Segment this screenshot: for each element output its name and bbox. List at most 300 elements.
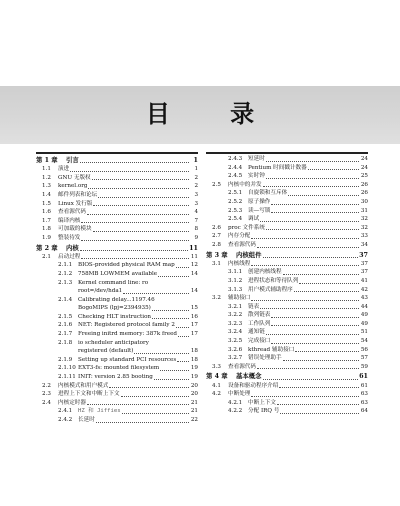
- toc-leader-dots: [266, 334, 359, 335]
- toc-entry-title: 散列链表: [248, 312, 271, 319]
- toc-entry-number: 2.1.9: [58, 356, 73, 363]
- toc-entry-title: registered (default): [78, 348, 134, 355]
- toc-entry-title: Calibrating delay...1197.46: [78, 296, 155, 303]
- toc-leader-dots: [98, 197, 189, 198]
- toc-entry[interactable]: [206, 320, 368, 329]
- toc-entry-number: 2.5.1: [228, 190, 243, 197]
- toc-entry-number: 1.7: [42, 217, 51, 224]
- toc-leader-dots: [271, 317, 359, 318]
- toc-leader-dots: [257, 368, 359, 369]
- toc-leader-dots: [277, 404, 359, 405]
- toc-page-number: 30: [360, 198, 368, 205]
- toc-leader-dots: [295, 351, 359, 352]
- toc-leader-dots: [87, 214, 189, 215]
- toc-entry-title: proc 文件系统: [228, 224, 265, 231]
- toc-leader-dots: [251, 238, 359, 239]
- toc-entry-title: 演进: [58, 166, 70, 173]
- toc-page-number: 59: [360, 363, 368, 370]
- toc-page-number: 2: [194, 174, 198, 181]
- toc-page-number: 31: [360, 207, 368, 214]
- toc-page-number: 49: [360, 320, 368, 327]
- toc-entry-title: 内核定时器: [58, 399, 86, 406]
- toc-entry-title: 读—写锁: [248, 207, 271, 214]
- toc-entry[interactable]: [206, 181, 368, 190]
- toc-entry[interactable]: [206, 241, 368, 250]
- toc-entry-continuation: [36, 347, 198, 356]
- toc-entry-number: 2.1.5: [58, 313, 73, 320]
- toc-entry[interactable]: [206, 311, 368, 320]
- toc-entry-title: 内核模式和用户模式: [58, 382, 109, 389]
- toc-leader-dots: [81, 240, 189, 241]
- toc-entry[interactable]: [206, 260, 368, 269]
- toc-entry[interactable]: [206, 382, 368, 391]
- toc-entry[interactable]: [206, 198, 368, 207]
- toc-entry-title: Kernel command line: ro: [78, 279, 149, 286]
- toc-entry-number: 2.1.8: [58, 339, 73, 346]
- toc-page-number: 18: [190, 348, 198, 355]
- toc-entry-title: 辅助接口: [228, 295, 251, 302]
- toc-entry-continuation: [36, 287, 198, 296]
- toc-leader-dots: [154, 379, 189, 380]
- toc-entry[interactable]: [36, 356, 198, 365]
- toc-page-number: 49: [360, 312, 368, 319]
- toc-entry-title: 758MB LOWMEM available: [78, 270, 158, 277]
- toc-entry-number: 2.4.4: [228, 164, 243, 171]
- toc-entry-title: Freeing initrd memory: 387k freed: [78, 331, 177, 338]
- toc-entry-title: Checking HLT instruction: [78, 313, 152, 320]
- toc-entry-number: 2.5.2: [228, 198, 243, 205]
- toc-page-number: 12: [190, 262, 198, 269]
- toc-entry-number: 3.1.1: [228, 269, 243, 276]
- toc-entry-number: 1.8: [42, 226, 51, 233]
- toc-page-number: 4: [194, 209, 198, 216]
- toc-entry-title: Linux 发行版: [58, 200, 93, 207]
- toc-entry-title: 用户模式辅助程序: [248, 286, 293, 293]
- toc-page-number: 22: [190, 417, 198, 423]
- toc-page-number: 11: [189, 243, 198, 252]
- toc-entry-title: 完成接口: [248, 338, 271, 345]
- toc-leader-dots: [160, 370, 189, 371]
- toc-entry[interactable]: [36, 321, 198, 330]
- toc-entry-title: io scheduler anticipatory: [78, 339, 149, 346]
- column-rule: [206, 152, 368, 154]
- toc-entry[interactable]: [206, 172, 368, 181]
- toc-entry[interactable]: [36, 200, 198, 209]
- toc-entry-title: 错误处理助手: [248, 355, 282, 362]
- toc-entry[interactable]: [36, 208, 198, 217]
- toc-leader-dots: [109, 387, 189, 388]
- toc-entry[interactable]: [36, 182, 198, 191]
- toc-leader-dots: [260, 308, 359, 309]
- toc-leader-dots: [271, 325, 359, 326]
- toc-leader-dots: [93, 205, 189, 206]
- toc-entry-number: 2.1.3: [58, 279, 73, 286]
- toc-entry[interactable]: [206, 399, 368, 408]
- toc-entry-title: 原子操作: [248, 198, 271, 205]
- toc-leader-dots: [257, 247, 359, 248]
- toc-leader-dots: [152, 310, 189, 311]
- toc-entry-title: 进程状态和等待队列: [248, 277, 299, 284]
- toc-entry[interactable]: [36, 373, 198, 382]
- toc-entry[interactable]: [36, 165, 198, 174]
- toc-entry-number: 2.4.1: [58, 408, 73, 415]
- toc-entry-title: GNU 无版权: [58, 174, 91, 181]
- toc-chapter[interactable]: [206, 371, 368, 381]
- toc-leader-dots: [87, 404, 189, 405]
- toc-entry[interactable]: [206, 346, 368, 355]
- toc-page-number: 1: [193, 155, 198, 164]
- toc-entry-title: 内存分配: [228, 233, 251, 240]
- toc-entry-number: 2.4: [42, 399, 51, 406]
- toc-entry-number: 3.2: [212, 295, 221, 302]
- toc-entry-continuation: [36, 304, 198, 313]
- toc-page-number: 24: [360, 164, 368, 171]
- toc-page-number: 17: [190, 331, 198, 338]
- toc-page-number: 3: [194, 200, 198, 207]
- toc-page-number: 32: [360, 224, 368, 231]
- toc-leader-dots: [280, 413, 359, 414]
- toc-page-number: 32: [360, 216, 368, 223]
- toc-page-number: 25: [360, 173, 368, 180]
- toc-page-number: 1: [194, 166, 198, 173]
- toc-entry[interactable]: [206, 277, 368, 286]
- toc-page-number: 9: [194, 234, 198, 241]
- toc-entry[interactable]: [206, 215, 368, 224]
- toc-leader-dots: [283, 360, 359, 361]
- toc-entry-number: 2.1.2: [58, 270, 73, 277]
- toc-entry-title: 进程上下文和中断上下文: [58, 391, 120, 398]
- toc-leader-dots: [70, 171, 189, 172]
- toc-page-number: 33: [360, 233, 368, 240]
- toc-entry[interactable]: [36, 330, 198, 339]
- toc-entry[interactable]: [206, 328, 368, 337]
- toc-entry[interactable]: [206, 390, 368, 399]
- toc-left-column: [36, 152, 198, 425]
- toc-entry-title: kthread 辅助接口: [248, 346, 295, 353]
- toc-entry[interactable]: [36, 234, 198, 243]
- toc-leader-dots: [288, 195, 359, 196]
- toc-entry-title: NET: Registered protocol family 2: [78, 322, 175, 329]
- toc-leader-dots: [271, 204, 359, 205]
- toc-entry-number: 3.1.2: [228, 277, 243, 284]
- toc-entry-number: 2.5.4: [228, 216, 243, 223]
- toc-entry[interactable]: [36, 339, 198, 348]
- toc-page-number: 43: [360, 295, 368, 302]
- toc-entry[interactable]: [206, 303, 368, 312]
- toc-leader-dots: [263, 257, 359, 258]
- toc-entry-title: BogoMIPS (lpj=2394935): [78, 305, 151, 312]
- toc-entry[interactable]: [36, 382, 198, 391]
- toc-entry[interactable]: [36, 279, 198, 288]
- toc-leader-dots: [176, 327, 189, 328]
- toc-leader-dots: [266, 178, 359, 179]
- toc-left-list: [36, 155, 198, 425]
- toc-entry-number: 3.2.5: [228, 338, 243, 345]
- toc-entry-number: 4.2.1: [228, 399, 243, 406]
- toc-entry-number: 4.1: [212, 382, 221, 389]
- toc-page-number: 15: [190, 305, 198, 312]
- toc-entry-number: 2.6: [212, 224, 221, 231]
- column-rule: [36, 152, 198, 154]
- toc-leader-dots: [266, 161, 359, 162]
- toc-entry[interactable]: [36, 390, 198, 399]
- toc-page-number: 41: [360, 277, 368, 284]
- toc-entry[interactable]: [36, 399, 198, 408]
- toc-leader-dots: [294, 291, 359, 292]
- toc-entry-title: Pentium 时间戳计数器: [248, 164, 307, 171]
- toc-entry-title: 自旋锁和互斥体: [248, 190, 288, 197]
- toc-entry-number: 2.1.10: [58, 365, 76, 372]
- toc-page-number: 37: [360, 260, 368, 267]
- toc-entry[interactable]: [206, 337, 368, 346]
- toc-leader-dots: [266, 229, 359, 230]
- toc-page-number: 54: [360, 338, 368, 345]
- toc-page-number: 57: [360, 355, 368, 362]
- toc-entry-number: 3.2.7: [228, 355, 243, 362]
- toc-entry[interactable]: [36, 364, 198, 373]
- toc-entry-title: 查看源代码: [228, 241, 256, 248]
- toc-entry-number: 3.2.6: [228, 346, 243, 353]
- toc-entry-number: 2.1.11: [58, 374, 76, 381]
- toc-entry-title: 可加载的模块: [58, 226, 92, 233]
- toc-leader-dots: [158, 276, 189, 277]
- toc-leader-dots: [152, 318, 189, 319]
- toc-entry-title: 中断上下文: [248, 399, 276, 406]
- toc-entry-title: 内核中的并发: [228, 181, 262, 188]
- toc-page-number: 64: [360, 408, 368, 415]
- toc-entry-title: 通知链: [248, 329, 265, 336]
- toc-entry-title: 启动过程: [58, 253, 81, 260]
- toc-entry-title: 编译内核: [58, 217, 81, 224]
- toc-entry-title: 链表: [248, 303, 260, 310]
- toc-page-number: 20: [190, 382, 198, 389]
- toc-page-number: 63: [360, 399, 368, 406]
- toc-page-number: 8: [194, 226, 198, 233]
- toc-entry[interactable]: [206, 224, 368, 233]
- toc-entry-number: 2.4.2: [58, 417, 73, 423]
- toc-chapter[interactable]: [206, 250, 368, 260]
- toc-entry[interactable]: [206, 268, 368, 277]
- toc-entry-title: 内核线程: [228, 260, 251, 267]
- toc-entry-number: 1.1: [42, 166, 51, 173]
- toc-page-number: 7: [194, 217, 198, 224]
- toc-entry[interactable]: [36, 270, 198, 279]
- toc-page-number: 21: [190, 399, 198, 406]
- toc-entry-number: 1.5: [42, 200, 51, 207]
- toc-entry-number: 1.3: [42, 183, 51, 190]
- toc-entry-number: 1.2: [42, 174, 51, 181]
- toc-entry-number: 2.1.7: [58, 331, 73, 338]
- toc-page-number: 19: [190, 365, 198, 372]
- toc-page-number: 63: [360, 391, 368, 398]
- toc-entry-number: 1.4: [42, 191, 51, 198]
- toc-leader-dots: [122, 413, 189, 414]
- toc-leader-dots: [178, 336, 189, 337]
- toc-entry-title: 查看源代码: [228, 363, 256, 370]
- toc-leader-dots: [92, 179, 189, 180]
- toc-entry-number: 第 3 章: [206, 250, 228, 259]
- toc-leader-dots: [93, 231, 189, 232]
- toc-entry-number: 2.1.1: [58, 262, 73, 269]
- toc-entry-title: 调试: [248, 216, 260, 223]
- toc-entry-number: 3.3: [212, 363, 221, 370]
- toc-entry[interactable]: [206, 363, 368, 372]
- toc-leader-dots: [81, 222, 189, 223]
- toc-entry[interactable]: [36, 416, 198, 425]
- toc-chapter[interactable]: [36, 155, 198, 165]
- toc-entry-title: INIT: version 2.85 booting: [78, 374, 153, 381]
- toc-entry-number: 3.2.4: [228, 329, 243, 336]
- toc-page-number: 34: [360, 241, 368, 248]
- toc-entry-title: 实时钟: [248, 173, 265, 180]
- toc-entry[interactable]: [206, 354, 368, 363]
- toc-leader-dots: [251, 265, 359, 266]
- toc-page-number: 24: [360, 156, 368, 162]
- toc-entry-number: 第 4 章: [206, 372, 228, 381]
- toc-page-number: 2: [194, 183, 198, 190]
- toc-entry-title: 创建内核线程: [248, 269, 282, 276]
- toc-entry-title: 查看源代码: [58, 209, 86, 216]
- toc-entry[interactable]: [36, 191, 198, 200]
- toc-entry-number: 1.6: [42, 209, 51, 216]
- toc-leader-dots: [271, 212, 359, 213]
- toc-leader-dots: [123, 293, 189, 294]
- toc-entry-title: 设备和驱动程序介绍: [228, 382, 279, 389]
- toc-entry-title: 长延时: [78, 417, 95, 423]
- toc-entry-title: 中断处理: [228, 391, 251, 398]
- toc-leader-dots: [81, 258, 189, 259]
- toc-right-column: [206, 152, 368, 416]
- toc-leader-dots: [308, 169, 359, 170]
- toc-entry-number: 第 2 章: [36, 243, 58, 252]
- toc-entry[interactable]: [206, 164, 368, 173]
- toc-entry-title: 基本概念: [236, 372, 262, 381]
- toc-entry-number: 2.1.4: [58, 296, 73, 303]
- toc-leader-dots: [260, 221, 359, 222]
- toc-page-number: 26: [360, 190, 368, 197]
- toc-entry-number: 2.4.3: [228, 156, 243, 162]
- toc-leader-dots: [88, 188, 189, 189]
- toc-entry-number: 第 1 章: [36, 155, 58, 164]
- toc-entry-number: 3.1.3: [228, 286, 243, 293]
- toc-entry[interactable]: [36, 174, 198, 183]
- toc-entry[interactable]: [206, 155, 368, 164]
- toc-entry-number: 2.1: [42, 253, 51, 260]
- toc-page-number: 42: [360, 286, 368, 293]
- toc-entry[interactable]: [36, 407, 198, 416]
- toc-entry-title: 整装待发: [58, 234, 81, 241]
- toc-leader-dots: [177, 361, 189, 362]
- toc-entry[interactable]: [206, 286, 368, 295]
- toc-entry[interactable]: [36, 313, 198, 322]
- toc-entry-title: EXT3-fs: mounted filesystem: [78, 365, 160, 372]
- toc-leader-dots: [121, 396, 189, 397]
- toc-page-number: 61: [359, 372, 368, 381]
- toc-entry-number: 2.8: [212, 241, 221, 248]
- toc-entry[interactable]: [206, 294, 368, 303]
- toc-entry-number: 3.2.3: [228, 320, 243, 327]
- toc-page-number: 56: [360, 346, 368, 353]
- toc-leader-dots: [271, 343, 359, 344]
- toc-page-number: 19: [190, 374, 198, 381]
- toc-chapter[interactable]: [36, 243, 198, 253]
- toc-leader-dots: [80, 250, 188, 251]
- toc-entry-number: 3.1: [212, 260, 221, 267]
- toc-leader-dots: [299, 283, 359, 284]
- toc-page-number: 26: [360, 181, 368, 188]
- toc-entry[interactable]: [206, 189, 368, 198]
- toc-entry-number: 4.2.2: [228, 408, 243, 415]
- toc-entry-title: 工作队列: [248, 320, 271, 327]
- toc-page-number: 14: [190, 288, 198, 295]
- toc-entry-number: 3.2.1: [228, 303, 243, 310]
- toc-entry-number: 2.1.6: [58, 322, 73, 329]
- toc-page-number: 20: [190, 391, 198, 398]
- toc-entry[interactable]: [36, 253, 198, 262]
- toc-entry-title: HZ 和 Jiffies: [78, 408, 121, 415]
- toc-entry-title: 内核: [66, 243, 79, 252]
- toc-entry-title: 短延时: [248, 156, 265, 162]
- toc-entry[interactable]: [36, 261, 198, 270]
- toc-entry-title: 邮件列表和论坛: [58, 191, 98, 198]
- toc-leader-dots: [176, 267, 189, 268]
- toc-page-number: 37: [360, 269, 368, 276]
- toc-leader-dots: [283, 274, 359, 275]
- toc-page-number: 14: [190, 270, 198, 277]
- toc-entry-title: 内核组件: [236, 250, 262, 259]
- toc-entry-title: root=/dev/hda1: [78, 288, 123, 295]
- toc-page-number: 18: [190, 356, 198, 363]
- toc-page-number: 44: [360, 303, 368, 310]
- toc-entry[interactable]: [206, 207, 368, 216]
- toc-leader-dots: [263, 379, 359, 380]
- toc-entry[interactable]: [206, 407, 368, 416]
- toc-entry[interactable]: [36, 296, 198, 305]
- page-title: 目 录: [145, 99, 281, 128]
- toc-entry[interactable]: [36, 225, 198, 234]
- toc-page-number: 17: [190, 322, 198, 329]
- toc-leader-dots: [251, 396, 359, 397]
- toc-entry-number: 2.3: [42, 391, 51, 398]
- toc-page-number: 37: [359, 250, 368, 259]
- toc-leader-dots: [279, 387, 359, 388]
- toc-leader-dots: [80, 162, 189, 163]
- toc-leader-dots: [134, 353, 189, 354]
- toc-entry-number: 1.9: [42, 234, 51, 241]
- toc-entry-number: 2.2: [42, 382, 51, 389]
- toc-page-number: 51: [360, 329, 368, 336]
- toc-page-number: 11: [190, 253, 198, 260]
- toc-entry-number: 3.2.2: [228, 312, 243, 319]
- toc-entry-title: kernel.org: [58, 183, 88, 190]
- toc-leader-dots: [251, 300, 359, 301]
- toc-entry[interactable]: [36, 217, 198, 226]
- toc-entry-title: BIOS-provided physical RAM map: [78, 262, 175, 269]
- toc-entry-title: 分配 IRQ 号: [248, 408, 280, 415]
- toc-page-number: 3: [194, 191, 198, 198]
- toc-leader-dots: [96, 422, 189, 423]
- toc-entry-title: Setting up standard PCI resources: [78, 356, 177, 363]
- toc-entry-number: 2.5: [212, 181, 221, 188]
- toc-page-number: 21: [190, 408, 198, 415]
- toc-entry[interactable]: [206, 232, 368, 241]
- toc-page-number: 16: [190, 313, 198, 320]
- toc-entry-number: 2.4.5: [228, 173, 243, 180]
- toc-leader-dots: [263, 186, 359, 187]
- toc-entry-title: 引言: [66, 155, 79, 164]
- toc-entry-number: 2.7: [212, 233, 221, 240]
- toc-entry-number: 2.5.3: [228, 207, 243, 214]
